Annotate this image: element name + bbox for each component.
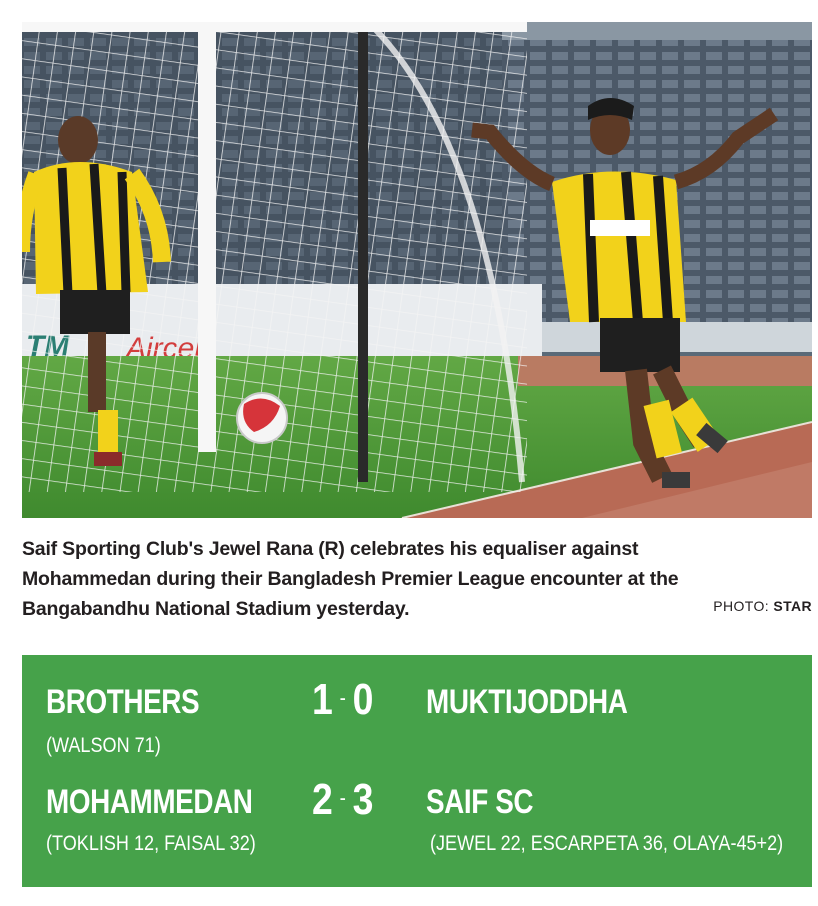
home-team-name: BROTHERS [46, 683, 200, 721]
away-team-name: MUKTIJODDHA [426, 683, 628, 721]
photo-caption [22, 534, 812, 624]
away-scorers: (JEWEL 22, ESCARPETA 36, OLAYA-45+2) [430, 832, 784, 855]
match-score [312, 675, 373, 725]
results-box [22, 655, 812, 887]
photo-credit-label: PHOTO: [713, 598, 770, 614]
home-score: 2 [312, 775, 333, 824]
caption-line-1: Saif Sporting Club's Jewel Rana (R) celebrates his equaliser against [22, 538, 639, 560]
match-photo [22, 22, 812, 518]
football [237, 393, 287, 443]
away-score: 0 [352, 675, 374, 724]
caption-line-2: Mohammedan during their Bangladesh Premier League encounter at the [22, 568, 679, 590]
home-scorers: (WALSON 71) [46, 734, 161, 757]
away-score: 3 [352, 775, 374, 824]
score-separator: - [339, 685, 346, 711]
match-score [312, 775, 373, 825]
home-score: 1 [312, 675, 333, 724]
photo-credit [713, 598, 812, 614]
score-separator: - [339, 785, 346, 811]
home-scorers: (TOKLISH 12, FAISAL 32) [46, 832, 256, 855]
caption-line-3: Bangabandhu National Stadium yesterday. [22, 598, 410, 620]
home-team-name: MOHAMMEDAN [46, 783, 253, 821]
away-team-name: SAIF SC [426, 783, 534, 821]
photo-credit-source: STAR [773, 598, 812, 614]
